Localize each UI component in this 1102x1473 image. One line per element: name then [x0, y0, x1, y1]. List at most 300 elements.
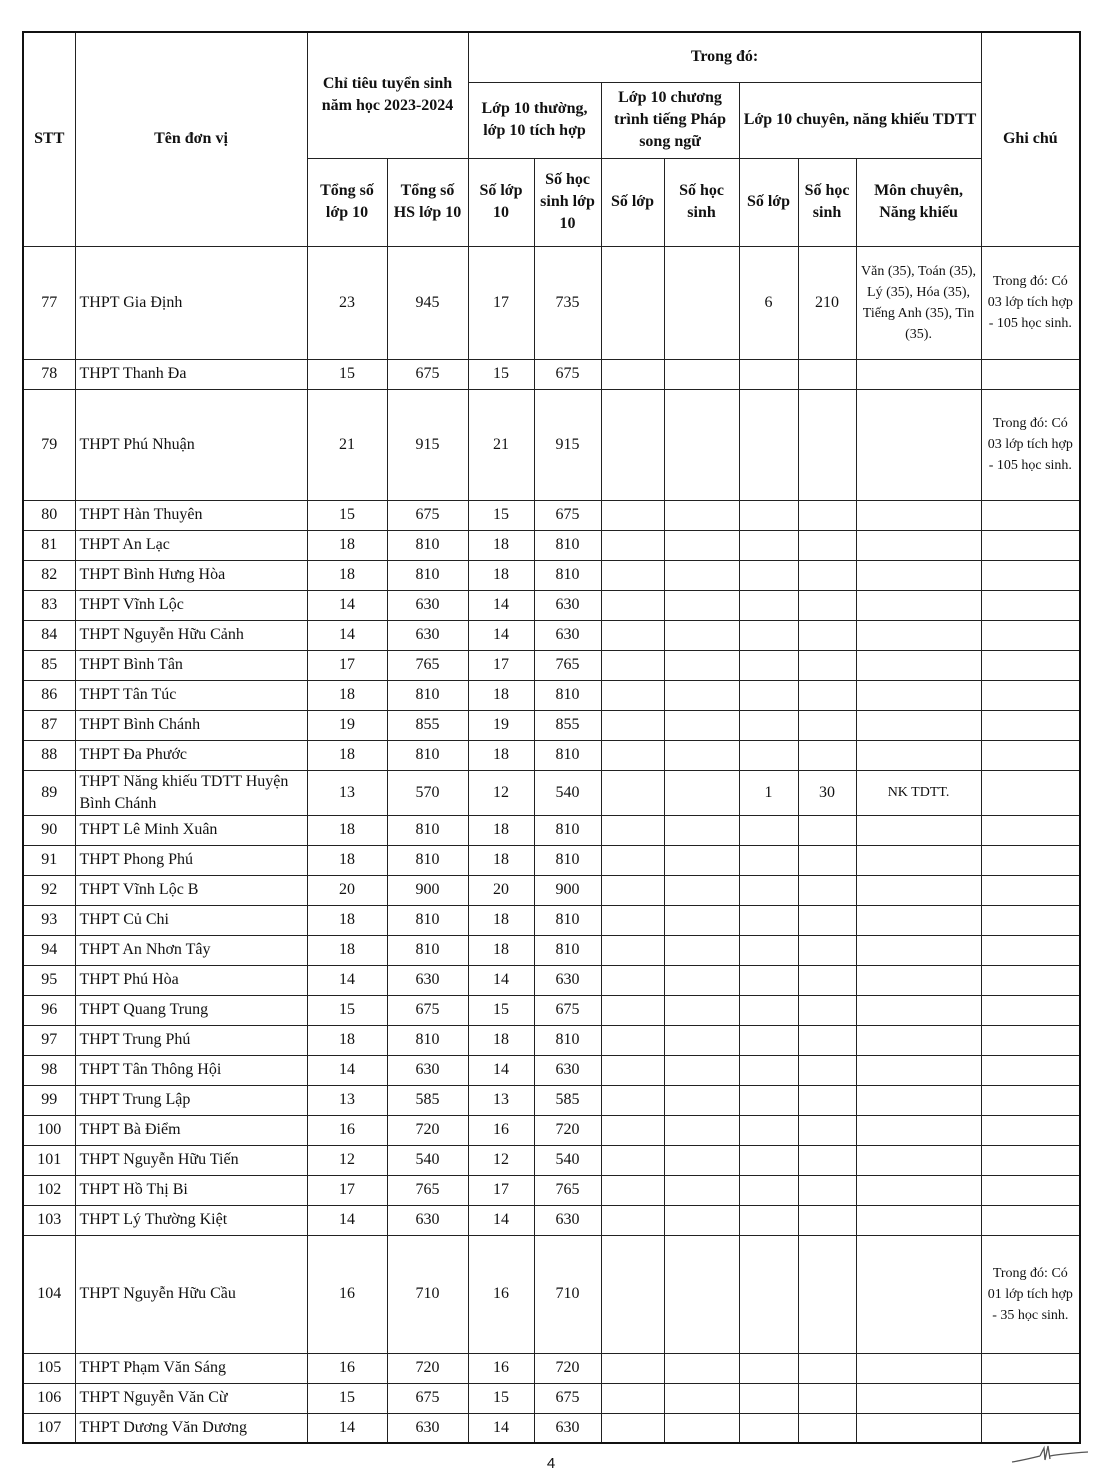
cell-lop-b — [601, 359, 664, 389]
cell-ghi-chu — [981, 1145, 1080, 1175]
cell-tong-lop: 14 — [307, 1055, 387, 1085]
cell-ghi-chu — [981, 710, 1080, 740]
cell-stt: 86 — [23, 680, 75, 710]
cell-name: THPT Bình Tân — [75, 650, 307, 680]
cell-ghi-chu — [981, 1175, 1080, 1205]
cell-stt: 77 — [23, 246, 75, 359]
cell-hs-b — [664, 935, 739, 965]
table-row — [23, 1055, 1080, 1085]
cell-lop-a: 12 — [468, 770, 534, 815]
cell-hs-b — [664, 590, 739, 620]
cell-hs-a: 915 — [534, 389, 601, 500]
table-row — [23, 1115, 1080, 1145]
cell-stt: 87 — [23, 710, 75, 740]
cell-lop-c — [739, 620, 798, 650]
cell-lop-a: 15 — [468, 359, 534, 389]
cell-ghi-chu — [981, 530, 1080, 560]
cell-hs-b — [664, 389, 739, 500]
cell-tong-hs: 945 — [387, 246, 468, 359]
cell-lop-a: 14 — [468, 965, 534, 995]
cell-hs-c — [798, 1413, 856, 1443]
cell-hs-b — [664, 710, 739, 740]
cell-tong-hs: 720 — [387, 1353, 468, 1383]
cell-hs-c — [798, 620, 856, 650]
cell-hs-a: 765 — [534, 1175, 601, 1205]
cell-lop-a: 18 — [468, 905, 534, 935]
cell-name: THPT Nguyễn Hữu Cảnh — [75, 620, 307, 650]
cell-lop-a: 16 — [468, 1115, 534, 1145]
cell-stt: 106 — [23, 1383, 75, 1413]
cell-name: THPT Nguyễn Văn Cừ — [75, 1383, 307, 1413]
cell-ghi-chu — [981, 995, 1080, 1025]
cell-hs-c — [798, 530, 856, 560]
cell-mon-chuyen — [856, 590, 981, 620]
cell-stt: 81 — [23, 530, 75, 560]
cell-hs-b — [664, 1353, 739, 1383]
cell-lop-a: 19 — [468, 710, 534, 740]
cell-name: THPT Bình Hưng Hòa — [75, 560, 307, 590]
cell-lop-b — [601, 740, 664, 770]
table-row — [23, 1383, 1080, 1413]
cell-hs-a: 810 — [534, 905, 601, 935]
header-lop10-phap: Lớp 10 chương trình tiếng Pháp song ngữ — [601, 82, 739, 158]
cell-lop-c — [739, 1145, 798, 1175]
cell-hs-a: 630 — [534, 1413, 601, 1443]
cell-tong-lop: 14 — [307, 590, 387, 620]
cell-mon-chuyen — [856, 815, 981, 845]
cell-hs-b — [664, 1025, 739, 1055]
cell-tong-lop: 21 — [307, 389, 387, 500]
cell-stt: 97 — [23, 1025, 75, 1055]
cell-name: THPT Gia Định — [75, 246, 307, 359]
table-row — [23, 845, 1080, 875]
cell-lop-b — [601, 590, 664, 620]
cell-tong-lop: 14 — [307, 1205, 387, 1235]
cell-stt: 107 — [23, 1413, 75, 1443]
header-so-lop-c: Số lớp — [739, 158, 798, 246]
cell-lop-b — [601, 935, 664, 965]
cell-mon-chuyen — [856, 935, 981, 965]
cell-hs-c — [798, 710, 856, 740]
cell-tong-lop: 18 — [307, 740, 387, 770]
table-row — [23, 500, 1080, 530]
cell-mon-chuyen — [856, 965, 981, 995]
cell-lop-b — [601, 965, 664, 995]
cell-hs-b — [664, 530, 739, 560]
cell-ghi-chu — [981, 560, 1080, 590]
cell-tong-lop: 18 — [307, 935, 387, 965]
header-so-lop-a: Số lớp 10 — [468, 158, 534, 246]
cell-ghi-chu — [981, 965, 1080, 995]
header-lop10-thuong: Lớp 10 thường, lớp 10 tích hợp — [468, 82, 601, 158]
cell-name: THPT Quang Trung — [75, 995, 307, 1025]
cell-lop-a: 18 — [468, 740, 534, 770]
cell-stt: 105 — [23, 1353, 75, 1383]
cell-name: THPT Năng khiếu TDTT Huyện Bình Chánh — [75, 770, 307, 815]
cell-lop-a: 17 — [468, 1175, 534, 1205]
cell-tong-lop: 12 — [307, 1145, 387, 1175]
cell-hs-a: 735 — [534, 246, 601, 359]
table-row — [23, 530, 1080, 560]
cell-stt: 92 — [23, 875, 75, 905]
cell-stt: 94 — [23, 935, 75, 965]
cell-hs-a: 540 — [534, 770, 601, 815]
cell-stt: 102 — [23, 1175, 75, 1205]
table-row — [23, 389, 1080, 500]
cell-stt: 84 — [23, 620, 75, 650]
cell-hs-b — [664, 560, 739, 590]
cell-stt: 96 — [23, 995, 75, 1025]
cell-ghi-chu — [981, 1205, 1080, 1235]
cell-mon-chuyen: NK TDTT. — [856, 770, 981, 815]
table-row — [23, 1235, 1080, 1353]
cell-mon-chuyen — [856, 845, 981, 875]
cell-lop-c — [739, 965, 798, 995]
cell-tong-lop: 14 — [307, 620, 387, 650]
cell-hs-a: 630 — [534, 1205, 601, 1235]
cell-ghi-chu: Trong đó: Có 03 lớp tích hợp - 105 học sinh. — [981, 246, 1080, 359]
cell-tong-hs: 675 — [387, 500, 468, 530]
cell-mon-chuyen — [856, 1383, 981, 1413]
cell-name: THPT Bình Chánh — [75, 710, 307, 740]
cell-lop-c — [739, 875, 798, 905]
cell-name: THPT Lý Thường Kiệt — [75, 1205, 307, 1235]
cell-ghi-chu — [981, 1025, 1080, 1055]
header-ten-don-vi: Tên đơn vị — [75, 32, 307, 246]
cell-lop-a: 14 — [468, 1413, 534, 1443]
table-row — [23, 560, 1080, 590]
cell-lop-a: 21 — [468, 389, 534, 500]
cell-lop-c — [739, 1085, 798, 1115]
cell-ghi-chu — [981, 770, 1080, 815]
cell-stt: 100 — [23, 1115, 75, 1145]
admissions-table — [22, 31, 1081, 1444]
cell-hs-c: 30 — [798, 770, 856, 815]
cell-mon-chuyen — [856, 1055, 981, 1085]
table-row — [23, 740, 1080, 770]
cell-lop-a: 16 — [468, 1353, 534, 1383]
cell-hs-a: 540 — [534, 1145, 601, 1175]
cell-hs-a: 710 — [534, 1235, 601, 1353]
cell-lop-c — [739, 680, 798, 710]
cell-lop-a: 14 — [468, 1055, 534, 1085]
cell-lop-b — [601, 1085, 664, 1115]
cell-hs-a: 675 — [534, 995, 601, 1025]
cell-name: THPT Phạm Văn Sáng — [75, 1353, 307, 1383]
cell-lop-a: 16 — [468, 1235, 534, 1353]
cell-lop-b — [601, 875, 664, 905]
cell-name: THPT Phú Hòa — [75, 965, 307, 995]
cell-hs-b — [664, 995, 739, 1025]
cell-hs-a: 900 — [534, 875, 601, 905]
cell-name: THPT Nguyễn Hữu Tiến — [75, 1145, 307, 1175]
cell-tong-lop: 17 — [307, 650, 387, 680]
cell-name: THPT Phú Nhuận — [75, 389, 307, 500]
header-mon-chuyen: Môn chuyên, Năng khiếu — [856, 158, 981, 246]
cell-ghi-chu — [981, 1383, 1080, 1413]
cell-mon-chuyen — [856, 1205, 981, 1235]
cell-lop-c — [739, 389, 798, 500]
cell-lop-c — [739, 905, 798, 935]
cell-hs-b — [664, 500, 739, 530]
cell-lop-b — [601, 995, 664, 1025]
cell-tong-lop: 23 — [307, 246, 387, 359]
cell-lop-a: 18 — [468, 1025, 534, 1055]
cell-name: THPT Tân Thông Hội — [75, 1055, 307, 1085]
cell-hs-c — [798, 935, 856, 965]
cell-stt: 85 — [23, 650, 75, 680]
cell-mon-chuyen — [856, 1025, 981, 1055]
header-lop10-chuyen: Lớp 10 chuyên, năng khiếu TDTT — [739, 82, 981, 158]
header-trong-do: Trong đó: — [468, 32, 981, 82]
cell-name: THPT An Lạc — [75, 530, 307, 560]
cell-hs-b — [664, 1205, 739, 1235]
cell-hs-b — [664, 1085, 739, 1115]
cell-tong-hs: 855 — [387, 710, 468, 740]
cell-mon-chuyen — [856, 389, 981, 500]
cell-mon-chuyen — [856, 620, 981, 650]
cell-hs-c — [798, 1055, 856, 1085]
cell-lop-a: 13 — [468, 1085, 534, 1115]
cell-tong-lop: 18 — [307, 530, 387, 560]
cell-tong-hs: 630 — [387, 620, 468, 650]
cell-lop-b — [601, 246, 664, 359]
cell-stt: 79 — [23, 389, 75, 500]
cell-ghi-chu — [981, 815, 1080, 845]
cell-stt: 90 — [23, 815, 75, 845]
table-row — [23, 965, 1080, 995]
cell-hs-b — [664, 359, 739, 389]
cell-lop-b — [601, 530, 664, 560]
cell-lop-b — [601, 560, 664, 590]
cell-lop-c: 1 — [739, 770, 798, 815]
cell-lop-b — [601, 710, 664, 740]
cell-lop-c — [739, 500, 798, 530]
cell-hs-c — [798, 1205, 856, 1235]
cell-mon-chuyen — [856, 1235, 981, 1353]
cell-name: THPT Thanh Đa — [75, 359, 307, 389]
cell-tong-hs: 675 — [387, 359, 468, 389]
cell-lop-c — [739, 995, 798, 1025]
cell-tong-hs: 720 — [387, 1115, 468, 1145]
table-row — [23, 1205, 1080, 1235]
cell-lop-b — [601, 1235, 664, 1353]
cell-tong-lop: 15 — [307, 1383, 387, 1413]
header-so-hs-b: Số học sinh — [664, 158, 739, 246]
page-number: 4 — [546, 1455, 556, 1472]
table-row — [23, 680, 1080, 710]
cell-lop-c — [739, 1115, 798, 1145]
cell-mon-chuyen — [856, 680, 981, 710]
cell-name: THPT Dương Văn Dương — [75, 1413, 307, 1443]
table-row — [23, 1175, 1080, 1205]
header-tong-so-hs: Tổng số HS lớp 10 — [387, 158, 468, 246]
cell-name: THPT Trung Lập — [75, 1085, 307, 1115]
cell-lop-b — [601, 815, 664, 845]
cell-tong-lop: 18 — [307, 845, 387, 875]
table-row — [23, 246, 1080, 359]
cell-stt: 99 — [23, 1085, 75, 1115]
cell-lop-c — [739, 815, 798, 845]
cell-name: THPT Trung Phú — [75, 1025, 307, 1055]
table-row — [23, 995, 1080, 1025]
cell-mon-chuyen — [856, 500, 981, 530]
cell-ghi-chu — [981, 500, 1080, 530]
cell-hs-c — [798, 650, 856, 680]
cell-name: THPT Đa Phước — [75, 740, 307, 770]
cell-ghi-chu — [981, 650, 1080, 680]
cell-lop-b — [601, 1353, 664, 1383]
cell-name: THPT An Nhơn Tây — [75, 935, 307, 965]
cell-mon-chuyen — [856, 905, 981, 935]
cell-stt: 78 — [23, 359, 75, 389]
cell-lop-b — [601, 620, 664, 650]
cell-tong-lop: 18 — [307, 1025, 387, 1055]
cell-tong-hs: 765 — [387, 1175, 468, 1205]
cell-tong-lop: 13 — [307, 770, 387, 815]
cell-mon-chuyen — [856, 995, 981, 1025]
cell-lop-b — [601, 1055, 664, 1085]
signature-icon — [1010, 1442, 1090, 1468]
cell-name: THPT Hàn Thuyên — [75, 500, 307, 530]
cell-ghi-chu — [981, 359, 1080, 389]
cell-lop-c — [739, 1175, 798, 1205]
cell-lop-b — [601, 1115, 664, 1145]
cell-tong-hs: 810 — [387, 905, 468, 935]
cell-hs-a: 810 — [534, 530, 601, 560]
header-ghi-chu: Ghi chú — [981, 32, 1080, 246]
cell-hs-c — [798, 680, 856, 710]
cell-hs-a: 630 — [534, 965, 601, 995]
cell-hs-a: 810 — [534, 1025, 601, 1055]
cell-tong-hs: 630 — [387, 1055, 468, 1085]
cell-name: THPT Phong Phú — [75, 845, 307, 875]
cell-hs-c — [798, 1175, 856, 1205]
cell-lop-a: 14 — [468, 620, 534, 650]
cell-lop-c — [739, 560, 798, 590]
table-row — [23, 620, 1080, 650]
cell-lop-c: 6 — [739, 246, 798, 359]
cell-tong-hs: 630 — [387, 590, 468, 620]
cell-tong-hs: 810 — [387, 560, 468, 590]
cell-hs-b — [664, 1235, 739, 1353]
cell-name: THPT Vĩnh Lộc B — [75, 875, 307, 905]
cell-tong-lop: 16 — [307, 1235, 387, 1353]
cell-stt: 104 — [23, 1235, 75, 1353]
cell-hs-c — [798, 815, 856, 845]
table-row — [23, 875, 1080, 905]
cell-hs-b — [664, 815, 739, 845]
cell-hs-b — [664, 620, 739, 650]
cell-lop-c — [739, 1055, 798, 1085]
cell-name: THPT Lê Minh Xuân — [75, 815, 307, 845]
table-row — [23, 710, 1080, 740]
cell-mon-chuyen — [856, 560, 981, 590]
cell-lop-a: 17 — [468, 650, 534, 680]
cell-tong-lop: 13 — [307, 1085, 387, 1115]
cell-lop-b — [601, 845, 664, 875]
cell-tong-lop: 15 — [307, 995, 387, 1025]
cell-mon-chuyen — [856, 359, 981, 389]
cell-tong-hs: 710 — [387, 1235, 468, 1353]
header-stt: STT — [23, 32, 75, 246]
cell-name: THPT Vĩnh Lộc — [75, 590, 307, 620]
cell-tong-lop: 16 — [307, 1115, 387, 1145]
cell-ghi-chu — [981, 740, 1080, 770]
cell-lop-c — [739, 845, 798, 875]
cell-hs-b — [664, 1145, 739, 1175]
cell-lop-a: 18 — [468, 560, 534, 590]
cell-lop-a: 20 — [468, 875, 534, 905]
cell-hs-b — [664, 845, 739, 875]
cell-hs-c — [798, 1353, 856, 1383]
header-so-hs-c: Số học sinh — [798, 158, 856, 246]
cell-hs-c — [798, 995, 856, 1025]
cell-tong-lop: 18 — [307, 905, 387, 935]
cell-hs-a: 630 — [534, 620, 601, 650]
cell-tong-lop: 15 — [307, 359, 387, 389]
cell-hs-a: 630 — [534, 590, 601, 620]
cell-lop-b — [601, 1205, 664, 1235]
cell-hs-b — [664, 1115, 739, 1145]
cell-lop-c — [739, 1353, 798, 1383]
cell-mon-chuyen — [856, 530, 981, 560]
cell-stt: 93 — [23, 905, 75, 935]
cell-hs-a: 855 — [534, 710, 601, 740]
table-row — [23, 590, 1080, 620]
cell-hs-b — [664, 770, 739, 815]
cell-tong-hs: 900 — [387, 875, 468, 905]
cell-lop-a: 15 — [468, 500, 534, 530]
cell-mon-chuyen — [856, 1353, 981, 1383]
cell-hs-b — [664, 965, 739, 995]
cell-lop-a: 14 — [468, 590, 534, 620]
cell-hs-c — [798, 965, 856, 995]
cell-tong-hs: 540 — [387, 1145, 468, 1175]
table-row — [23, 1413, 1080, 1443]
cell-tong-hs: 585 — [387, 1085, 468, 1115]
cell-hs-a: 585 — [534, 1085, 601, 1115]
cell-hs-b — [664, 1383, 739, 1413]
cell-ghi-chu — [981, 905, 1080, 935]
cell-mon-chuyen — [856, 1085, 981, 1115]
cell-tong-lop: 14 — [307, 965, 387, 995]
cell-stt: 103 — [23, 1205, 75, 1235]
cell-tong-hs: 630 — [387, 1205, 468, 1235]
cell-mon-chuyen — [856, 1175, 981, 1205]
cell-lop-a: 18 — [468, 845, 534, 875]
cell-tong-hs: 630 — [387, 965, 468, 995]
cell-hs-b — [664, 1175, 739, 1205]
cell-name: THPT Hồ Thị Bi — [75, 1175, 307, 1205]
cell-name: THPT Củ Chi — [75, 905, 307, 935]
cell-stt: 98 — [23, 1055, 75, 1085]
cell-lop-b — [601, 1383, 664, 1413]
cell-hs-c — [798, 1115, 856, 1145]
table-body — [23, 246, 1080, 1443]
cell-lop-b — [601, 500, 664, 530]
cell-ghi-chu: Trong đó: Có 03 lớp tích hợp - 105 học sinh. — [981, 389, 1080, 500]
cell-hs-a: 630 — [534, 1055, 601, 1085]
cell-lop-a: 15 — [468, 995, 534, 1025]
cell-lop-a: 12 — [468, 1145, 534, 1175]
cell-tong-hs: 630 — [387, 1413, 468, 1443]
cell-tong-lop: 19 — [307, 710, 387, 740]
cell-stt: 91 — [23, 845, 75, 875]
cell-hs-a: 810 — [534, 935, 601, 965]
cell-lop-c — [739, 740, 798, 770]
cell-lop-b — [601, 1413, 664, 1443]
